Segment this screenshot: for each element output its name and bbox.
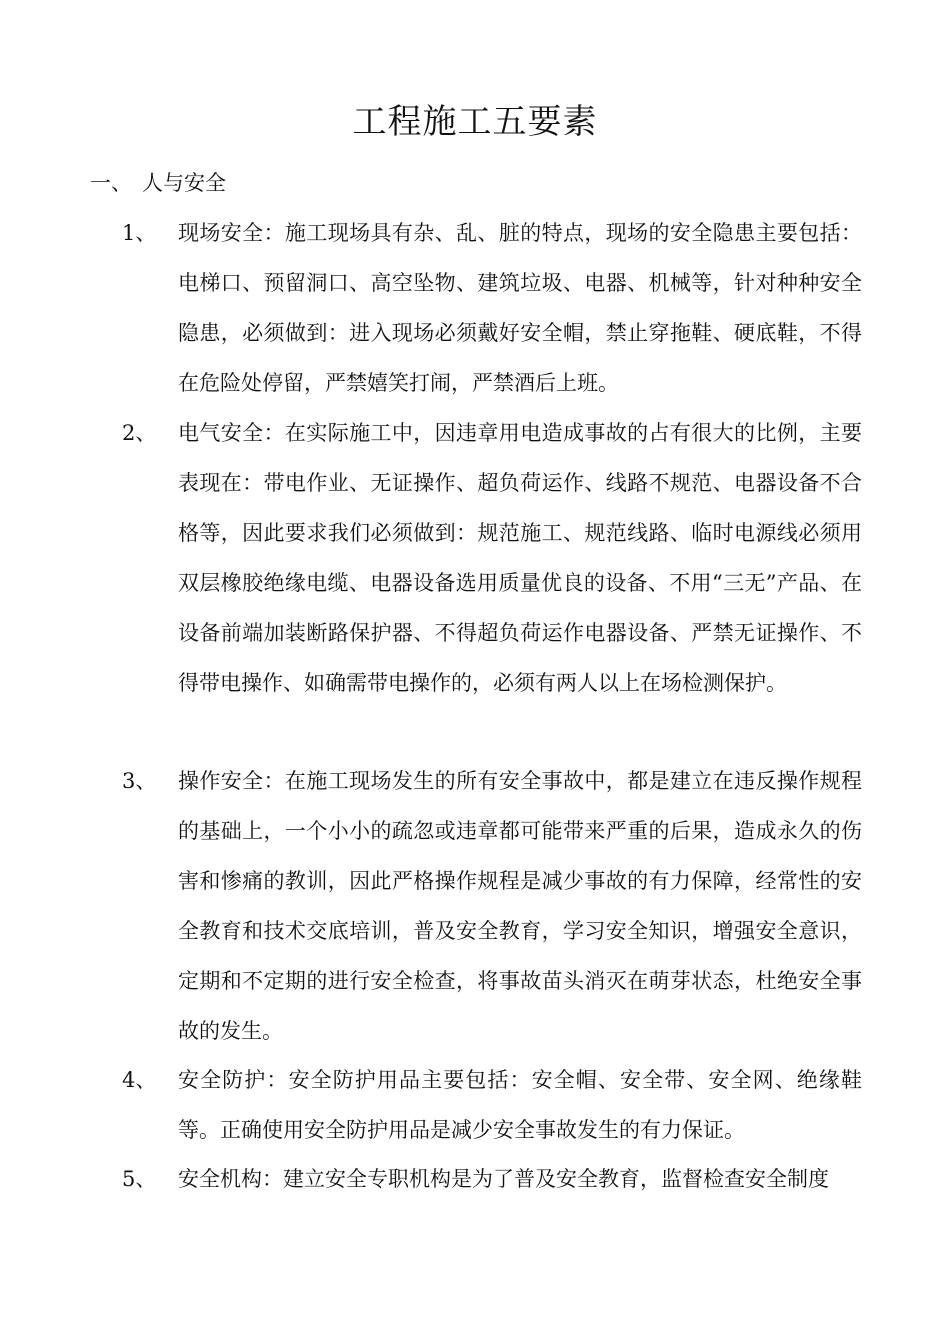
list-item-4 <box>122 1055 864 1155</box>
list-item-text: 安全防护：安全防护用品主要包括：安全帽、安全带、安全网、绝缘鞋等。正确使用安全防护用品是减少安全事故发生的有力保证。 <box>178 1068 862 1142</box>
document-title: 工程施工五要素 <box>352 102 598 142</box>
list-item-3 <box>122 756 864 1056</box>
list-item-number: 4、 <box>122 1068 157 1092</box>
list-item-text: 电气安全：在实际施工中，因违章用电造成事故的占有很大的比例，主要表现在：带电作业、无证操作、超负荷运作、线路不规范、电器设备不合格等，因此要求我们必须做到：规范施工、规范线路、临时电源线必须用双层橡胶绝缘电缆、电器设备选用质量优良的设备、不用“三无”产品、在设备前端加装断路保护器、不得超负荷运作电器设备、严禁无证操作、不得带电操作、如确需带电操作的，必须有两人以上在场检测保护。 <box>178 421 862 695</box>
list-item-number: 3、 <box>122 769 157 793</box>
list-item-5 <box>122 1154 864 1204</box>
list-item-2 <box>122 408 864 708</box>
list-item-1 <box>122 208 864 408</box>
list-item-number: 1、 <box>122 221 157 245</box>
list-item-text: 安全机构：建立安全专职机构是为了普及安全教育，监督检查安全制度 <box>178 1167 829 1191</box>
list-item-number: 5、 <box>122 1167 157 1191</box>
section-number: 一、 <box>90 171 132 195</box>
section-heading-text: 人与安全 <box>142 171 226 195</box>
section-heading <box>90 167 226 199</box>
list-item-text: 现场安全：施工现场具有杂、乱、脏的特点，现场的安全隐患主要包括：电梯口、预留洞口、高空坠物、建筑垃圾、电器、机械等，针对种种安全隐患，必须做到：进入现场必须戴好安全帽，禁止穿拖鞋、硬底鞋，不得在危险处停留，严禁嬉笑打闹，严禁酒后上班。 <box>178 221 862 395</box>
list-item-number: 2、 <box>122 421 157 445</box>
list-item-text: 操作安全：在施工现场发生的所有安全事故中，都是建立在违反操作规程的基础上，一个小小的疏忽或违章都可能带来严重的后果，造成永久的伤害和惨痛的教训，因此严格操作规程是减少事故的有力保障，经常性的安全教育和技术交底培训，普及安全教育，学习安全知识，增强安全意识，定期和不定期的进行安全检查，将事故苗头消灭在萌芽状态，杜绝安全事故的发生。 <box>178 769 862 1043</box>
